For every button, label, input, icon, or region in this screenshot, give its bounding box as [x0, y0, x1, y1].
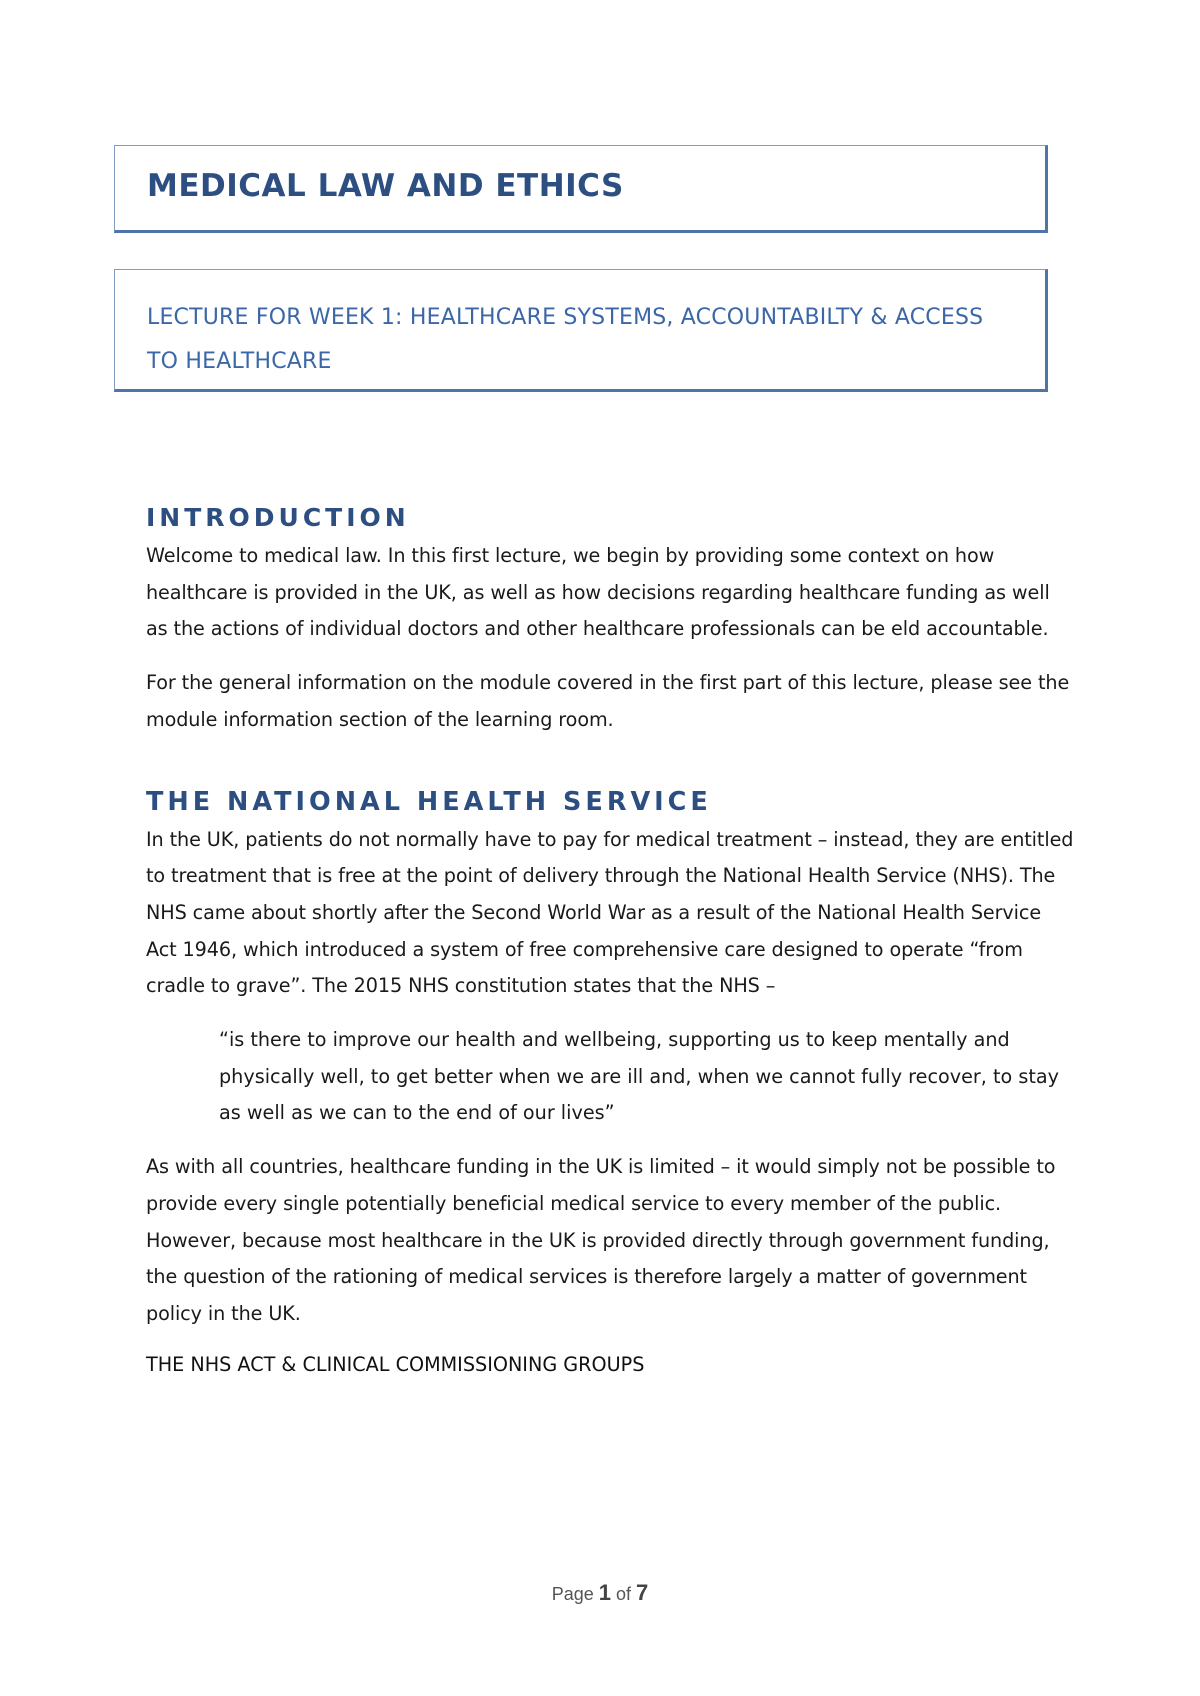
paragraph: In the UK, patients do not normally have to pay for medical treatment – instead, they are entitled to treatment that is free at the point of delivery through the National Health Service (NHS). The NHS came about shortly after the Second World War as a result of the National Health Service Act 1946, which introduced a system of free comprehensive care designed to operate “from cradle to grave”. The 2015 NHS constitution states that the NHS – — [146, 827, 1074, 998]
document-title: MEDICAL LAW AND ETHICS — [147, 168, 624, 204]
section-heading-nhs: THE NATIONAL HEALTH SERVICE — [146, 786, 712, 817]
paragraph: Welcome to medical law. In this first lecture, we begin by providing some context on how healthcare is provided in the UK, as well as how decisions regarding healthcare funding as well as the actions of individual doctors and other healthcare professionals can be eld accountable. — [146, 544, 1050, 641]
subheading-nhs-act: THE NHS ACT & CLINICAL COMMISSIONING GROUPS — [146, 1352, 645, 1376]
paragraph: For the general information on the module covered in the first part of this lecture, please see the module information section of the learning room. — [146, 671, 1070, 731]
title-box — [114, 145, 1048, 233]
of-label: of — [616, 1584, 632, 1604]
section-heading-introduction: INTRODUCTION — [146, 503, 410, 532]
paragraph: As with all countries, healthcare funding in the UK is limited – it would simply not be possible to provide every single potentially beneficial medical service to every member of the public. However, because most healthcare in the UK is provided directly through government funding, the question of the rationing of medical services is therefore largely a matter of government policy in the UK. — [146, 1155, 1056, 1325]
page-footer — [0, 1580, 1200, 1606]
total-pages-number: 7 — [636, 1580, 649, 1605]
subtitle-box — [114, 269, 1048, 392]
document-subtitle: LECTURE FOR WEEK 1: HEALTHCARE SYSTEMS, ACCOUNTABILTY & ACCESS TO HEALTHCARE — [147, 305, 984, 374]
page-label: Page — [551, 1584, 594, 1604]
document-body — [146, 498, 1076, 1380]
current-page-number: 1 — [598, 1580, 611, 1605]
block-quote: “is there to improve our health and wellbeing, supporting us to keep mentally and physically well, to get better when we are ill and, when we cannot fully recover, to stay as well as we can to the end of our lives” — [219, 1028, 1059, 1125]
